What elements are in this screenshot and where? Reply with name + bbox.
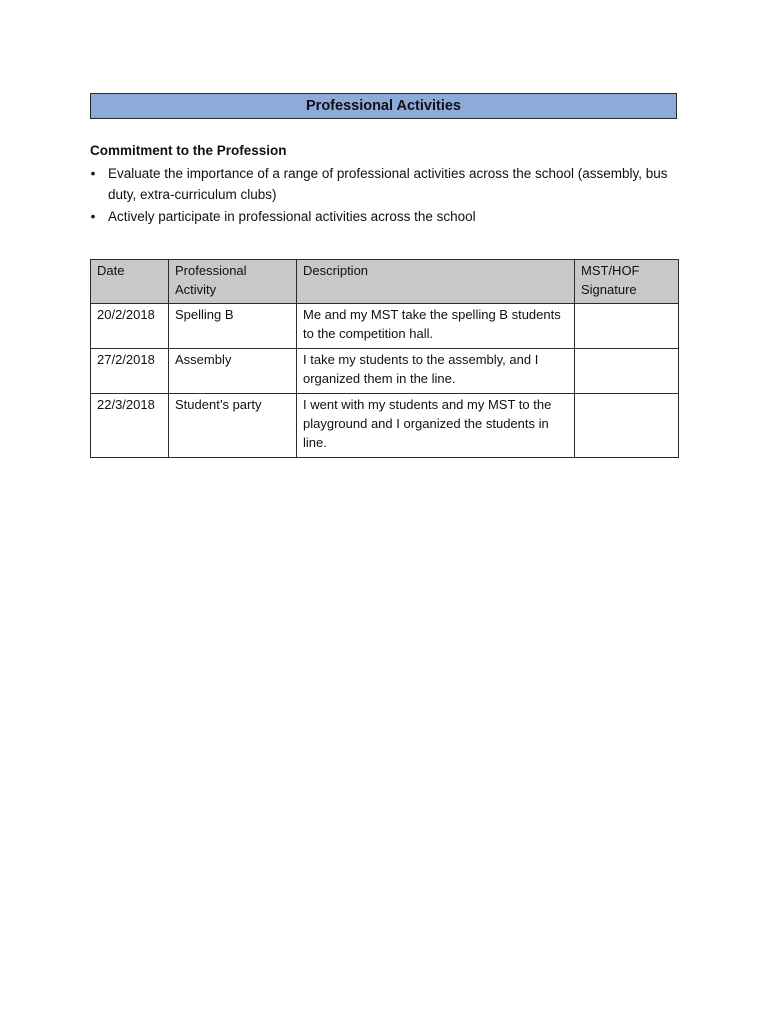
bullet-icon: • xyxy=(90,166,96,181)
activities-table xyxy=(90,259,679,458)
bullet-text: Actively participate in professional activities across the school xyxy=(108,209,476,224)
table-row xyxy=(91,349,679,394)
header-activity: Professional Activity xyxy=(169,260,297,304)
cell-signature xyxy=(575,394,679,458)
table-row xyxy=(91,394,679,458)
section-heading: Commitment to the Profession xyxy=(90,143,287,158)
table-row xyxy=(91,304,679,349)
bullet-item xyxy=(90,206,690,227)
cell-description: Me and my MST take the spelling B students to the competition hall. xyxy=(297,304,575,349)
cell-signature xyxy=(575,349,679,394)
cell-activity: Spelling B xyxy=(169,304,297,349)
page-title: Professional Activities xyxy=(306,98,461,114)
cell-activity: Student’s party xyxy=(169,394,297,458)
bullet-list xyxy=(90,163,690,228)
bullet-text: Evaluate the importance of a range of professional activities across the school (assembly, bus duty, extra-curriculum clubs) xyxy=(108,166,668,202)
bullet-item xyxy=(90,163,690,205)
table-header-row xyxy=(91,260,679,304)
header-description: Description xyxy=(297,260,575,304)
page-title-box xyxy=(90,93,677,119)
header-signature: MST/HOF Signature xyxy=(575,260,679,304)
cell-activity: Assembly xyxy=(169,349,297,394)
cell-description: I went with my students and my MST to the playground and I organized the students in line. xyxy=(297,394,575,458)
cell-date: 20/2/2018 xyxy=(91,304,169,349)
cell-description: I take my students to the assembly, and I organized them in the line. xyxy=(297,349,575,394)
header-date: Date xyxy=(91,260,169,304)
bullet-icon: • xyxy=(90,209,96,224)
cell-signature xyxy=(575,304,679,349)
cell-date: 27/2/2018 xyxy=(91,349,169,394)
cell-date: 22/3/2018 xyxy=(91,394,169,458)
